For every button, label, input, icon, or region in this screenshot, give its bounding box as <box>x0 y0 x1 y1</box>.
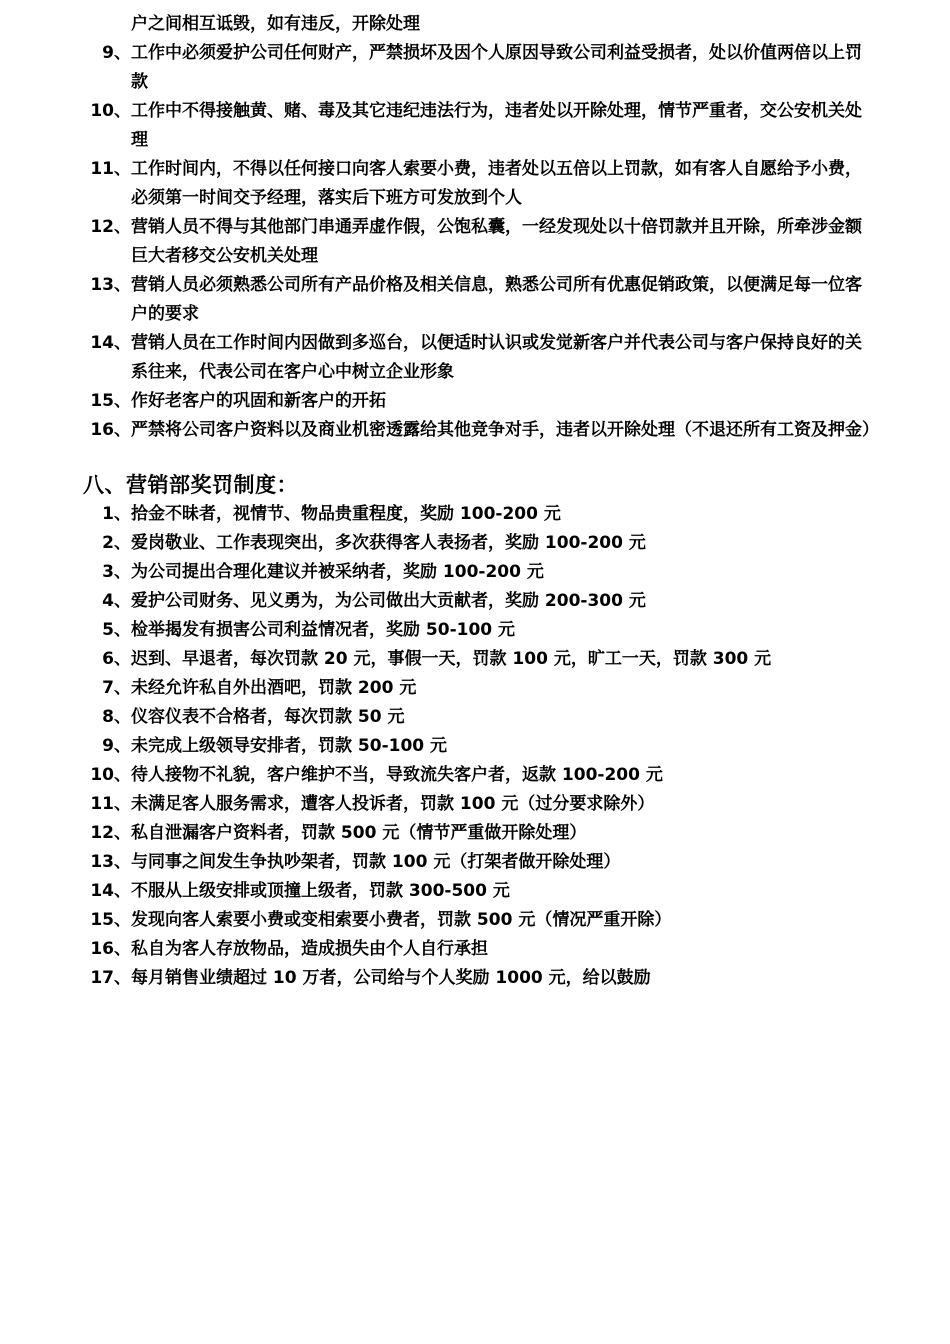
rule-item <box>0 387 871 416</box>
reward-text: 待人接物不礼貌，客户维护不当，导致流失客户者，返款 100-200 元 <box>131 765 663 785</box>
reward-text: 为公司提出合理化建议并被采纳者，奖励 100-200 元 <box>131 562 544 582</box>
rule-text: 作好老客户的巩固和新客户的开拓 <box>131 391 386 411</box>
rules-list <box>0 39 950 445</box>
reward-number: 9、 <box>102 736 131 756</box>
rule-number: 12、 <box>90 217 131 237</box>
rule-text: 工作中必须爱护公司任何财产，严禁损坏及因个人原因导致公司利益受损者，处以价值两倍以上罚款 <box>131 43 862 92</box>
reward-number: 5、 <box>102 620 131 640</box>
reward-text: 未完成上级领导安排者，罚款 50-100 元 <box>131 736 448 756</box>
rewards-list <box>0 500 950 993</box>
rule-text: 营销人员在工作时间内因做到多巡台，以便适时认识或发觉新客户并代表公司与客户保持良好的关系往来，代表公司在客户心中树立企业形象 <box>131 333 862 382</box>
rule-text: 严禁将公司客户资料以及商业机密透露给其他竞争对手，违者以开除处理（不退还所有工资及押金） <box>131 420 879 440</box>
rule-text: 工作中不得接触黄、赌、毒及其它违纪违法行为，违者处以开除处理，情节严重者，交公安机关处理 <box>131 101 862 150</box>
reward-number: 13、 <box>90 852 131 872</box>
reward-item <box>0 935 891 964</box>
reward-item <box>0 558 891 587</box>
rule-text: 营销人员不得与其他部门串通弄虚作假，公饱私囊，一经发现处以十倍罚款并且开除，所牵涉金额巨大者移交公安机关处理 <box>131 217 862 266</box>
rule-item <box>0 155 871 213</box>
rule-item <box>0 329 871 387</box>
continuation-text: 户之间相互诋毁，如有违反，开除处理 <box>131 14 420 34</box>
reward-number: 7、 <box>102 678 131 698</box>
reward-item <box>0 877 891 906</box>
rule-text: 营销人员必须熟悉公司所有产品价格及相关信息，熟悉公司所有优惠促销政策，以便满足每一位客户的要求 <box>131 275 862 324</box>
rule-text: 工作时间内，不得以任何接口向客人索要小费，违者处以五倍以上罚款，如有客人自愿给予小费，必须第一时间交予经理，落实后下班方可发放到个人 <box>131 159 862 208</box>
reward-number: 11、 <box>90 794 131 814</box>
reward-number: 15、 <box>90 910 131 930</box>
rule-number: 11、 <box>90 159 131 179</box>
reward-text: 未经允许私自外出酒吧，罚款 200 元 <box>131 678 417 698</box>
reward-number: 3、 <box>102 562 131 582</box>
reward-text: 与同事之间发生争执吵架者，罚款 100 元（打架者做开除处理） <box>131 852 621 872</box>
rule-item <box>0 271 871 329</box>
reward-number: 17、 <box>90 968 131 988</box>
reward-item <box>0 906 891 935</box>
rule-number: 15、 <box>90 391 131 411</box>
rule-item <box>0 97 871 155</box>
reward-text: 仪容仪表不合格者，每次罚款 50 元 <box>131 707 405 727</box>
reward-item <box>0 761 891 790</box>
reward-number: 14、 <box>90 881 131 901</box>
reward-number: 6、 <box>102 649 131 669</box>
reward-text: 爱岗敬业、工作表现突出，多次获得客人表扬者，奖励 100-200 元 <box>131 533 646 553</box>
section-heading: 八、营销部奖罚制度： <box>83 473 298 497</box>
reward-text: 迟到、早退者，每次罚款 20 元，事假一天，罚款 100 元，旷工一天，罚款 300 元 <box>131 649 772 669</box>
reward-item <box>0 674 891 703</box>
reward-text: 私自泄漏客户资料者，罚款 500 元（情节严重做开除处理） <box>131 823 587 843</box>
rule-item <box>0 39 871 97</box>
rule-number: 9、 <box>102 43 131 63</box>
reward-text: 不服从上级安排或顶撞上级者，罚款 300-500 元 <box>131 881 510 901</box>
reward-text: 未满足客人服务需求，遭客人投诉者，罚款 100 元（过分要求除外） <box>131 794 655 814</box>
reward-item <box>0 616 891 645</box>
reward-number: 1、 <box>102 504 131 524</box>
rule-number: 16、 <box>90 420 131 440</box>
reward-item <box>0 848 891 877</box>
reward-item <box>0 703 891 732</box>
reward-number: 8、 <box>102 707 131 727</box>
reward-text: 每月销售业绩超过 10 万者，公司给与个人奖励 1000 元，给以鼓励 <box>131 968 651 988</box>
reward-number: 4、 <box>102 591 131 611</box>
reward-text: 检举揭发有损害公司利益情况者，奖励 50-100 元 <box>131 620 516 640</box>
reward-text: 拾金不昧者，视情节、物品贵重程度，奖励 100-200 元 <box>131 504 561 524</box>
reward-item <box>0 819 891 848</box>
reward-number: 10、 <box>90 765 131 785</box>
reward-number: 2、 <box>102 533 131 553</box>
rule-number: 13、 <box>90 275 131 295</box>
reward-text: 私自为客人存放物品，造成损失由个人自行承担 <box>131 939 488 959</box>
reward-number: 16、 <box>90 939 131 959</box>
reward-item <box>0 732 891 761</box>
reward-item <box>0 529 891 558</box>
reward-text: 爱护公司财务、见义勇为，为公司做出大贡献者，奖励 200-300 元 <box>131 591 646 611</box>
reward-number: 12、 <box>90 823 131 843</box>
rule-number: 10、 <box>90 101 131 121</box>
reward-item <box>0 500 891 529</box>
rule-number: 14、 <box>90 333 131 353</box>
rule-item <box>0 416 879 445</box>
reward-item <box>0 645 891 674</box>
reward-item <box>0 790 891 819</box>
reward-text: 发现向客人索要小费或变相索要小费者，罚款 500 元（情况严重开除） <box>131 910 672 930</box>
rule-item <box>0 213 871 271</box>
reward-item <box>0 587 891 616</box>
reward-item <box>0 964 891 993</box>
